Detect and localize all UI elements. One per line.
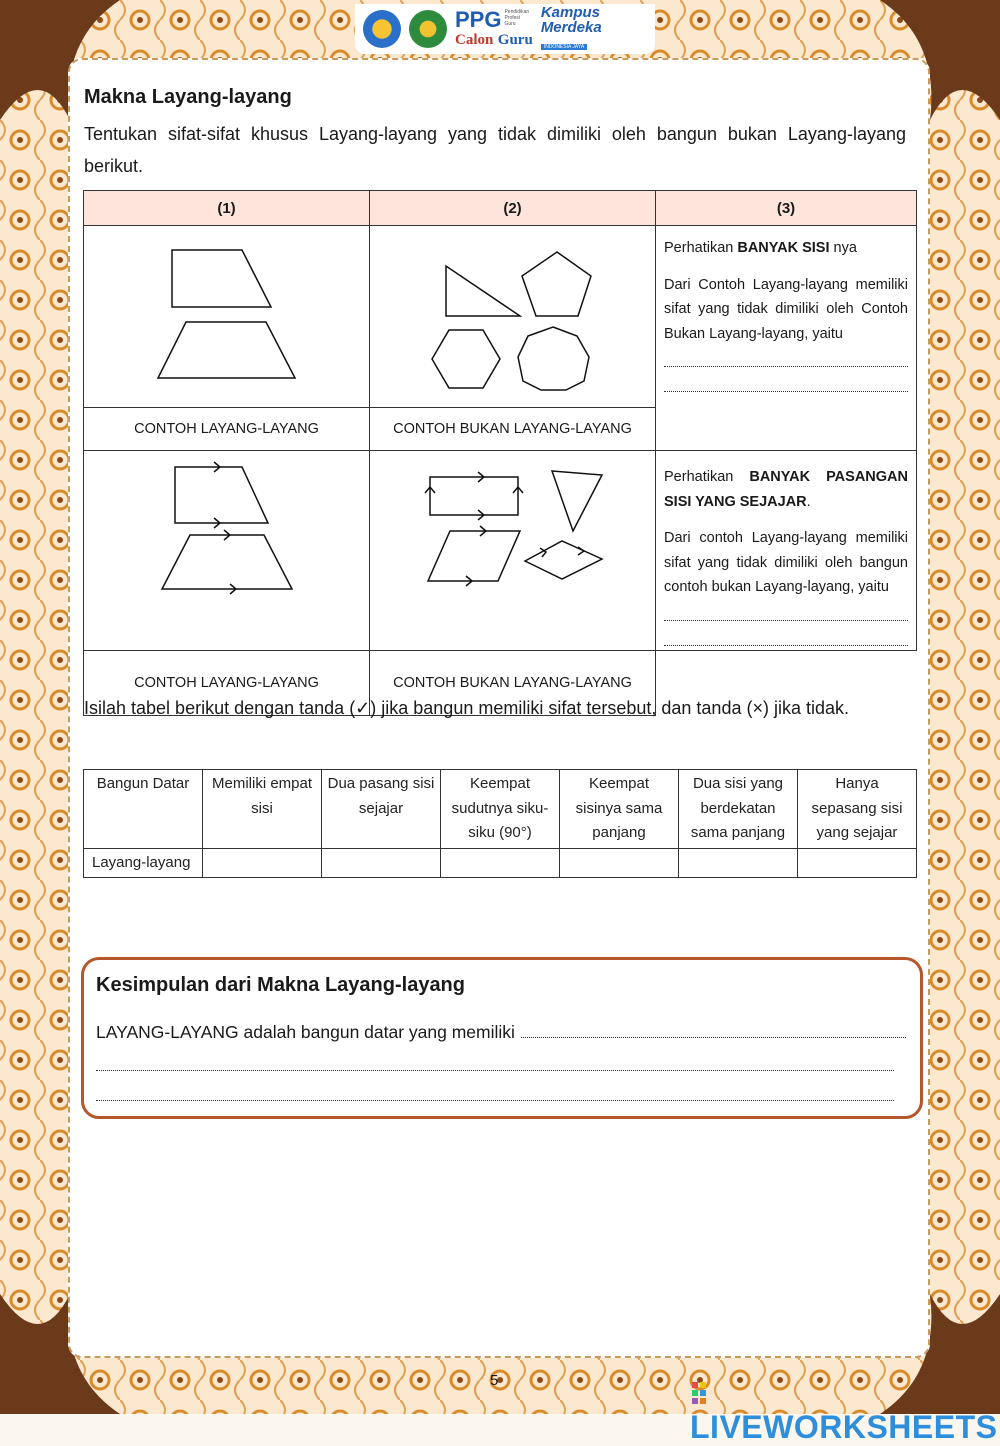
row-label-layang-layang: Layang-layang — [84, 848, 203, 878]
liveworksheets-logo-icon — [690, 1380, 710, 1406]
caption-non-kite-example-1: CONTOH BUKAN LAYANG-LAYANG — [370, 408, 656, 451]
ppg-text: PPG — [455, 7, 502, 32]
kite-example-shapes-2 — [84, 451, 370, 651]
guru-text: Guru — [497, 32, 533, 48]
section-intro: Tentukan sifat-sifat khusus Layang-layang yang tidak dimiliki oleh bangun bukan Layang-layang berikut. — [84, 124, 906, 176]
note-sides-bold: BANYAK SISI — [737, 240, 830, 256]
answer-line-2[interactable] — [664, 371, 908, 392]
non-kite-example-shapes-1 — [370, 226, 656, 408]
answer-cell-sepasang-sejajar[interactable] — [798, 848, 917, 878]
header-empat-sisi: Memiliki empat sisi — [203, 770, 322, 849]
note-sides-prefix: Perhatikan — [664, 240, 738, 256]
conclusion-box — [81, 957, 923, 1119]
ppg-small-3: Guru — [504, 21, 516, 27]
parallelogram-kite-shapes-icon — [370, 451, 655, 605]
indonesia-jaya-text: INDONESIA JAYA — [541, 44, 587, 50]
trapezoid-shapes-icon — [84, 226, 369, 402]
header-siku-siku: Keempat sudutnya siku-siku (90°) — [441, 770, 560, 849]
liveworksheets-watermark — [690, 1372, 1000, 1446]
note-sides-body: Dari Contoh Layang-layang memiliki sifat yang tidak dimiliki oleh Contoh Bukan Layang-layang, yaitu — [664, 276, 908, 342]
caption-non-kite-example-2: CONTOH BUKAN LAYANG-LAYANG — [370, 650, 656, 715]
non-kite-example-shapes-2 — [370, 451, 656, 651]
page-number: 5 — [490, 1372, 499, 1389]
note-sides-suffix: nya — [829, 240, 857, 256]
column-header-2: (2) — [370, 191, 656, 226]
answer-line-4[interactable] — [664, 625, 908, 646]
header-dua-pasang-sejajar: Dua pasang sisi sejajar — [322, 770, 441, 849]
ppg-small-1: Pendidikan — [504, 9, 530, 15]
note-parallel-sides — [656, 451, 917, 651]
header-berdekatan-sama: Dua sisi yang berdekatan sama panjang — [679, 770, 798, 849]
header-logos — [355, 4, 655, 54]
examples-table — [83, 190, 917, 716]
note-sides — [656, 226, 917, 451]
conclusion-answer-line-1[interactable] — [521, 1022, 906, 1038]
parallel-trapezoid-shapes-icon — [84, 451, 369, 605]
caption-kite-example-1: CONTOH LAYANG-LAYANG — [84, 408, 370, 451]
section-title: Makna Layang-layang — [84, 86, 292, 108]
note-parallel-suffix: . — [806, 493, 811, 510]
answer-cell-empat-sisi[interactable] — [203, 848, 322, 878]
polygon-shapes-icon — [370, 226, 655, 402]
kampus-merdeka-logo — [541, 5, 602, 53]
answer-cell-berdekatan-sama[interactable] — [679, 848, 798, 878]
caption-kite-example-2: CONTOH LAYANG-LAYANG — [84, 650, 370, 715]
watermark-text: LIVEWORKSHEETS — [690, 1409, 998, 1445]
ppg-small-2: Profesi — [504, 15, 521, 21]
calon-text: Calon — [455, 32, 494, 48]
note-parallel-bold: BANYAK PASANGAN SISI YANG SEJAJAR — [664, 469, 908, 510]
instruction-text: Isilah tabel berikut dengan tanda (✓) jika bangun memiliki sifat tersebut, dan tanda (×) jika tidak. — [84, 698, 849, 718]
note-parallel-prefix: Perhatikan — [664, 469, 750, 485]
answer-cell-siku-siku[interactable] — [441, 848, 560, 878]
conclusion-answer-line-3[interactable] — [96, 1100, 894, 1101]
answer-cell-sama-panjang[interactable] — [560, 848, 679, 878]
answer-cell-dua-pasang-sejajar[interactable] — [322, 848, 441, 878]
merdeka-text: Merdeka — [540, 19, 602, 36]
conclusion-title: Kesimpulan dari Makna Layang-layang — [96, 974, 465, 996]
properties-table — [83, 769, 917, 878]
header-sepasang-sejajar: Hanya sepasang sisi yang sejajar — [798, 770, 917, 849]
answer-line-1[interactable] — [664, 346, 908, 367]
ppg-logo — [455, 9, 533, 49]
kemendikbud-logo-icon — [363, 10, 401, 48]
kampus-text: Kampus — [540, 4, 600, 21]
header-bangun-datar: Bangun Datar — [84, 770, 203, 849]
answer-line-3[interactable] — [664, 600, 908, 621]
note-parallel-body: Dari contoh Layang-layang memiliki sifat yang tidak dimiliki oleh bangun contoh bukan Layang-layang, yaitu — [664, 530, 908, 595]
header-sama-panjang: Keempat sisinya sama panjang — [560, 770, 679, 849]
column-header-3: (3) — [656, 191, 917, 226]
conclusion-answer-line-2[interactable] — [96, 1070, 894, 1071]
column-header-1: (1) — [84, 191, 370, 226]
kite-example-shapes-1 — [84, 226, 370, 408]
university-logo-icon — [409, 10, 447, 48]
conclusion-sentence: LAYANG-LAYANG adalah bangun datar yang memiliki — [96, 1022, 515, 1042]
